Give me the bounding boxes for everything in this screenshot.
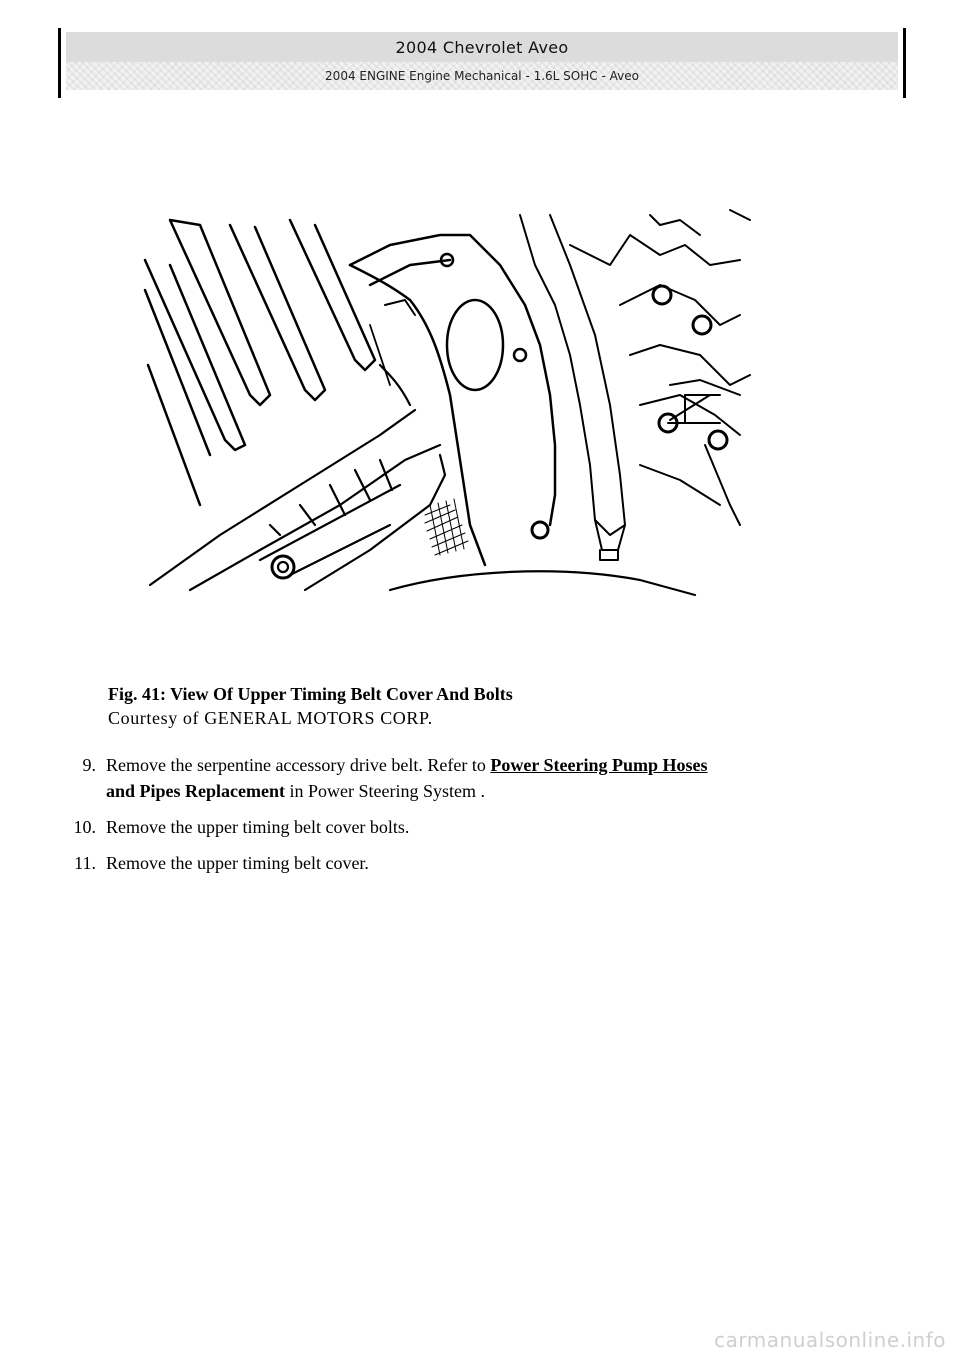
hatched-area [425,499,468,555]
power-steering-link[interactable]: Power Steering Pump Hoses [490,755,708,775]
step-link-continued: and Pipes Replacement [106,781,285,801]
step-item [50,814,880,840]
engine-details [520,210,750,560]
step-number: 10. [73,817,96,837]
watermark: carmanualsonline.info [714,1328,946,1352]
step-number: 9. [82,755,96,775]
step-text: Remove the upper timing belt cover bolts. [106,817,410,837]
caption-credit: Courtesy of GENERAL MOTORS CORP. [108,708,433,728]
upper-timing-belt-cover [350,235,555,565]
header-subtitle: 2004 ENGINE Engine Mechanical - 1.6L SOHC - Aveo [66,62,898,90]
header-title: 2004 Chevrolet Aveo [66,32,898,63]
manifold-body [150,365,445,590]
figure-caption [108,682,513,730]
header-left-rule [58,28,61,98]
lower-edge [390,571,695,595]
step-item [50,850,880,876]
step-number: 11. [74,853,96,873]
document-header [58,28,906,98]
header-right-rule [903,28,906,98]
step-text-before: Remove the serpentine accessory drive belt. Refer to [106,755,491,775]
step-text-after: in Power Steering System . [285,781,485,801]
step-item [50,752,880,804]
caption-title: Fig. 41: View Of Upper Timing Belt Cover And Bolts [108,684,513,704]
intake-runners [145,220,375,505]
step-text [106,752,880,804]
step-text: Remove the upper timing belt cover. [106,853,369,873]
procedure-steps [50,752,880,886]
timing-belt-cover-illustration [140,205,760,605]
